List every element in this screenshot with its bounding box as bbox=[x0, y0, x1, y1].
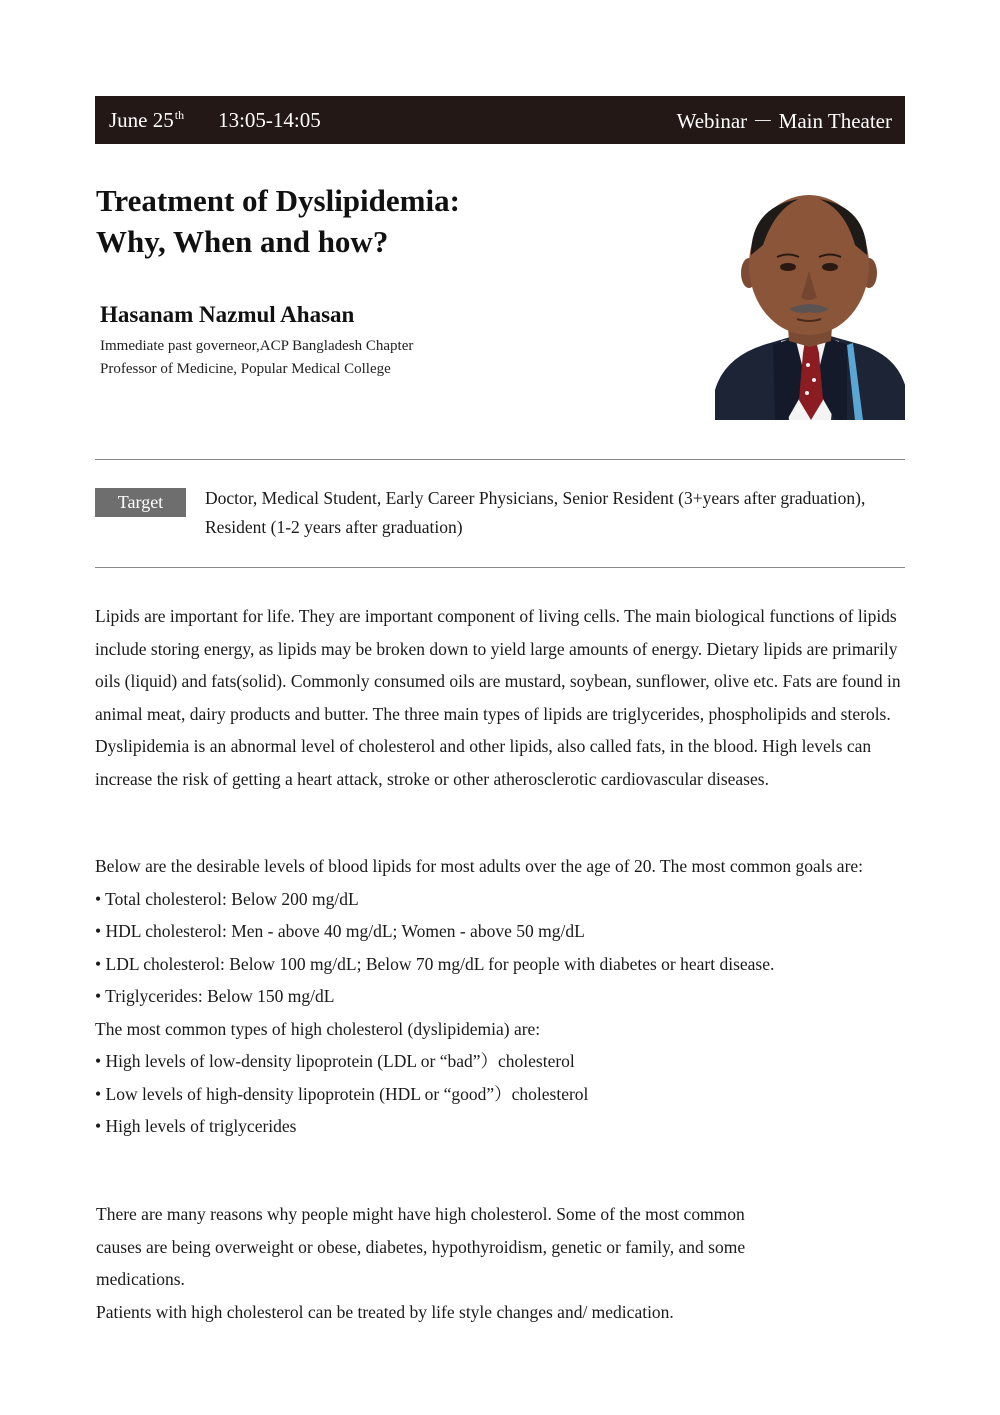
session-venue: Webinar － Main Theater bbox=[676, 109, 892, 133]
session-time: 13:05-14:05 bbox=[218, 107, 321, 132]
levels-intro: Below are the desirable levels of blood lipids for most adults over the age of 20. The most common goals are: bbox=[95, 856, 864, 876]
session-datetime bbox=[109, 108, 321, 133]
level-item-ldl: • LDL cholesterol: Below 100 mg/dL; Below 70 mg/dL for people with diabetes or heart disease. bbox=[95, 953, 775, 974]
speaker-photo bbox=[715, 185, 905, 420]
causes-line-3: medications. bbox=[96, 1269, 185, 1289]
target-badge: Target bbox=[95, 488, 186, 517]
lecture-title bbox=[96, 180, 696, 262]
type-item-high-ldl: • High levels of low-density lipoprotein (LDL or “bad”）cholesterol bbox=[95, 1051, 575, 1071]
divider-bottom bbox=[95, 567, 905, 568]
intro-paragraph-text: Lipids are important for life. They are important component of living cells. The main biological functions of lipids include storing energy, as lipids may be broken down to yield large amounts of energy. Dietary lipids are primarily oils (liquid) and fats(solid). Commonly consumed oils are mustard, soybean, sunflower, olive etc. Fats are found in animal meat, dairy products and butter. The three main types of lipids are triglycerides, phospholipids and sterols. Dyslipidemia is an abnormal level of cholesterol and other lipids, also called fats, in the blood. High levels can increase the risk of getting a heart attack, stroke or other atherosclerotic cardiovascular diseases. bbox=[95, 606, 901, 789]
treatment-line: Patients with high cholesterol can be treated by life style changes and/ medication. bbox=[96, 1301, 674, 1322]
causes-line-1: There are many reasons why people might have high cholesterol. Some of the most common bbox=[96, 1204, 745, 1224]
speaker-affiliations bbox=[100, 335, 413, 381]
types-intro: The most common types of high cholesterol (dyslipidemia) are: bbox=[95, 1018, 541, 1039]
speaker-affiliation-1: Immediate past governeor,ACP Bangladesh Chapter bbox=[100, 338, 414, 354]
intro-paragraph bbox=[95, 600, 907, 795]
level-item-total-cholesterol: • Total cholesterol: Below 200 mg/dL bbox=[95, 888, 359, 909]
target-audience-text: Doctor, Medical Student, Early Career Physicians, Senior Resident (3+years after graduation), Resident (1-2 years after graduation) bbox=[205, 488, 866, 537]
lipid-levels-section bbox=[95, 850, 907, 1143]
causes-section bbox=[96, 1198, 908, 1328]
speaker-affiliation-2: Professor of Medicine, Popular Medical College bbox=[100, 361, 391, 377]
lecture-title-line-1: Treatment of Dyslipidemia: bbox=[96, 183, 460, 218]
session-date: June 25 bbox=[109, 107, 174, 132]
type-item-high-triglycerides: • High levels of triglycerides bbox=[95, 1116, 297, 1136]
causes-line-2: causes are being overweight or obese, diabetes, hypothyroidism, genetic or family, and some bbox=[96, 1236, 746, 1257]
level-item-hdl: • HDL cholesterol: Men - above 40 mg/dL; Women - above 50 mg/dL bbox=[95, 921, 585, 941]
session-date-suffix: th bbox=[174, 107, 185, 122]
type-item-low-hdl: • Low levels of high-density lipoprotein (HDL or “good”）cholesterol bbox=[95, 1083, 589, 1104]
speaker-name: Hasanam Nazmul Ahasan bbox=[100, 302, 355, 327]
lecture-title-line-2: Why, When and how? bbox=[96, 224, 389, 259]
divider-top bbox=[95, 459, 905, 460]
level-item-triglycerides: • Triglycerides: Below 150 mg/dL bbox=[95, 986, 335, 1006]
session-header-bar bbox=[95, 96, 905, 144]
